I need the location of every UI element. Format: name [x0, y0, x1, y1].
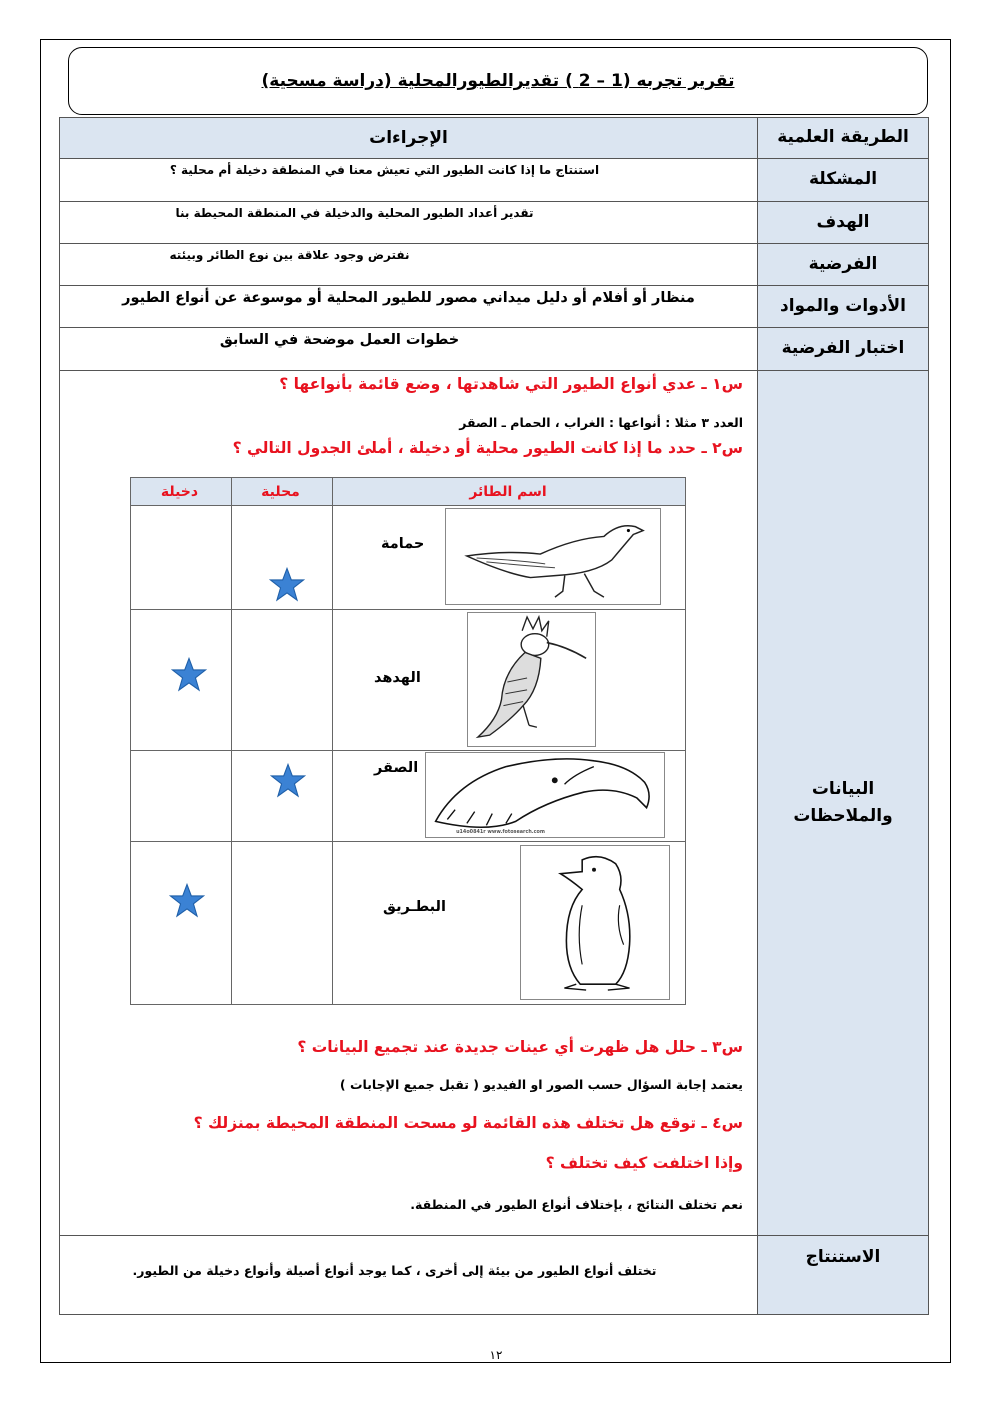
content-hypothesis: نفترض وجود علاقة بين نوع الطائر وبيئته: [169, 248, 410, 262]
answer-3: يعتمد إجابة السؤال حسب الصور او الفيديو ( تقبل جميع الإجابات ): [339, 1077, 743, 1092]
header-label: الطريقة العلمية: [757, 118, 928, 158]
dove-sketch-icon: [445, 508, 661, 605]
header-foreign: دخيلة: [160, 484, 199, 500]
answer-4: نعم تختلف النتائج ، بإختلاف أنواع الطيور في المنطقة.: [410, 1197, 743, 1212]
star-local-dove-icon: [269, 567, 305, 603]
row-goal: [60, 202, 928, 244]
title-box: [68, 47, 928, 115]
label-test: اختبار الفرضية: [757, 328, 928, 370]
eagle-head-sketch-icon: [425, 752, 665, 838]
bird-name-hoopoe: الهدهد: [374, 670, 421, 686]
content-problem: استنتاج ما إذا كانت الطيور التي تعيش معنا في المنطقة دخيلة أم محلية ؟: [169, 163, 600, 177]
header-bird-name: اسم الطائر: [469, 484, 547, 500]
birds-table-header: [131, 478, 685, 506]
question-1: س١ ـ عدي أنواع الطيور التي شاهدتها ، وضع قائمة بأنواعها ؟: [279, 375, 743, 393]
content-tools: منظار أو أفلام أو دليل ميداني مصور للطيور المحلية أو موسوعة عن أنواع الطيور: [122, 290, 695, 306]
page-number: ١٢: [489, 1348, 503, 1362]
report-table: [59, 117, 929, 1315]
star-local-eagle-icon: [270, 763, 306, 799]
eagle-caption: u14o0841r www.fotosearch.com: [456, 829, 545, 836]
row-hypothesis: [60, 244, 928, 286]
bird-name-penguin: البطـريق: [383, 899, 446, 915]
label-data: [757, 371, 928, 1235]
content-test: خطوات العمل موضحة في السابق: [219, 332, 460, 348]
content-conclusion: تختلف أنواع الطيور من بيئة إلى أخرى ، كما يوجد أنواع أصيلة وأنواع دخيلة من الطيور.: [132, 1263, 657, 1278]
question-4b: وإذا اختلفت كيف تختلف ؟: [545, 1154, 743, 1172]
label-conclusion: الاستنتاج: [757, 1236, 928, 1314]
question-2: س٢ ـ حدد ما إذا كانت الطيور محلية أو دخيلة ، أملئ الجدول التالي ؟: [232, 439, 743, 457]
content-goal: تقدير أعداد الطيور المحلية والدخيلة في المنطقة المحيطة بنا: [175, 206, 534, 220]
bird-name-eagle: الصقر: [374, 760, 419, 776]
question-3: س٣ ـ حلل هل ظهرت أي عينات جديدة عند تجميع البيانات ؟: [297, 1038, 743, 1056]
birds-table: [130, 477, 686, 1005]
question-4: س٤ ـ توقع هل تختلف هذه القائمة لو مسحت المنطقة المحيطة بمنزلك ؟: [193, 1114, 743, 1132]
row-data: [60, 371, 928, 1236]
label-goal: الهدف: [757, 202, 928, 243]
star-foreign-penguin-icon: [169, 883, 205, 919]
row-problem: [60, 159, 928, 202]
header-content: الإجراءات: [60, 118, 757, 158]
star-foreign-hoopoe-icon: [171, 657, 207, 693]
content-data: [60, 371, 757, 1235]
bird-name-dove: حمامة: [381, 536, 425, 552]
label-data-line2: والملاحظات: [793, 806, 893, 826]
page-title: تقرير تجربه (1 – 2 ) تقديرالطيورالمحلية (دراسة مسحية): [261, 71, 735, 91]
label-data-line1: البيانات: [811, 778, 875, 799]
row-tools: [60, 286, 928, 328]
answer-1: العدد ٣ مثلا : أنواعها : الغراب ، الحمام ـ الصقر: [459, 415, 743, 430]
row-test: [60, 328, 928, 371]
label-problem: المشكلة: [757, 159, 928, 201]
penguin-sketch-icon: [520, 845, 670, 1000]
label-hypothesis: الفرضية: [757, 244, 928, 285]
header-row: [60, 118, 928, 159]
label-tools: الأدوات والمواد: [757, 286, 928, 327]
row-conclusion: [60, 1236, 928, 1314]
header-local: محلية: [261, 484, 300, 500]
hoopoe-sketch-icon: [467, 612, 596, 747]
